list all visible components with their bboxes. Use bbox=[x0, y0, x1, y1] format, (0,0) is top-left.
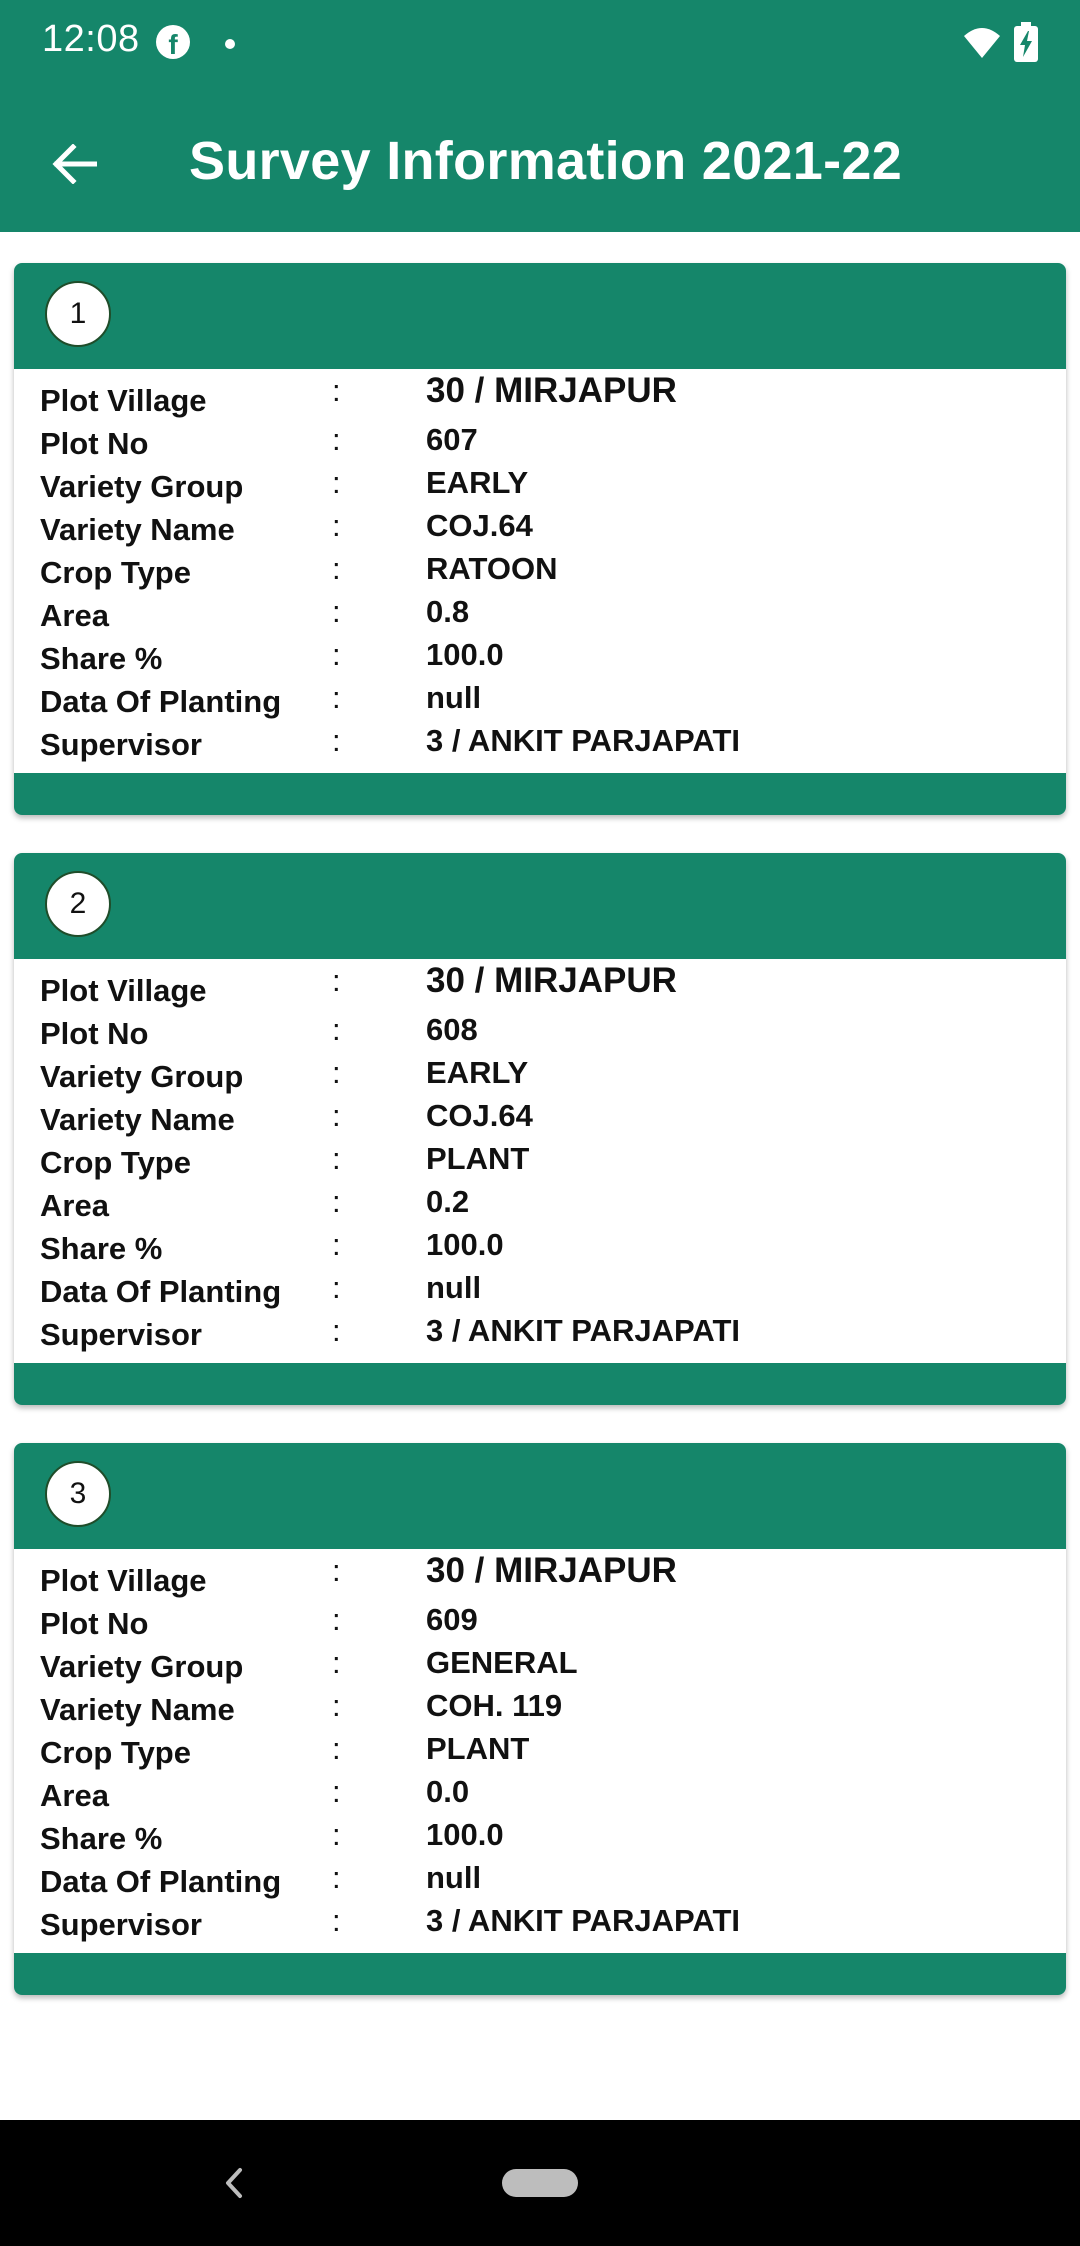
back-button[interactable] bbox=[34, 124, 114, 204]
crop-type-label: Crop Type bbox=[40, 1145, 191, 1180]
variety-group-label: Variety Group bbox=[40, 1649, 244, 1684]
wifi-icon bbox=[962, 24, 1002, 60]
date-of-planting-value: null bbox=[426, 680, 482, 715]
share-value: 100.0 bbox=[426, 1227, 504, 1262]
row-variety-name bbox=[40, 1688, 1040, 1731]
row-variety-name bbox=[40, 1098, 1040, 1141]
row-variety-name bbox=[40, 508, 1040, 551]
separator: : bbox=[332, 1270, 341, 1305]
row-supervisor bbox=[40, 1313, 1040, 1356]
card-footer bbox=[14, 773, 1066, 815]
share-value: 100.0 bbox=[426, 1817, 504, 1852]
plot-no-label: Plot No bbox=[40, 1016, 149, 1051]
plot-village-value: 30 / MIRJAPUR bbox=[426, 961, 677, 1000]
separator: : bbox=[332, 1141, 341, 1176]
plot-village-label: Plot Village bbox=[40, 1563, 207, 1598]
row-date-of-planting bbox=[40, 1270, 1040, 1313]
nav-back-icon[interactable] bbox=[212, 2158, 256, 2208]
separator: : bbox=[332, 963, 341, 998]
row-area bbox=[40, 594, 1040, 637]
row-date-of-planting bbox=[40, 680, 1040, 723]
separator: : bbox=[332, 637, 341, 672]
card-body bbox=[14, 959, 1066, 1363]
variety-name-value: COJ.64 bbox=[426, 1098, 533, 1133]
supervisor-label: Supervisor bbox=[40, 1907, 202, 1942]
row-share bbox=[40, 1227, 1040, 1270]
card-index-badge: 2 bbox=[45, 871, 111, 937]
supervisor-value: 3 / ANKIT PARJAPATI bbox=[426, 1903, 741, 1938]
crop-type-value: PLANT bbox=[426, 1731, 530, 1766]
page-title: Survey Information 2021-22 bbox=[189, 131, 903, 191]
card-index-badge: 1 bbox=[45, 281, 111, 347]
separator: : bbox=[332, 1860, 341, 1895]
variety-group-value: GENERAL bbox=[426, 1645, 578, 1680]
separator: : bbox=[332, 1227, 341, 1262]
separator: : bbox=[332, 1012, 341, 1047]
separator: : bbox=[332, 373, 341, 408]
plot-no-value: 609 bbox=[426, 1602, 478, 1637]
separator: : bbox=[332, 1055, 341, 1090]
card-footer bbox=[14, 1953, 1066, 1995]
row-plot-village bbox=[40, 1551, 1040, 1602]
card-body bbox=[14, 1549, 1066, 1953]
arrow-left-icon bbox=[51, 144, 97, 184]
row-plot-village bbox=[40, 961, 1040, 1012]
share-value: 100.0 bbox=[426, 637, 504, 672]
area-label: Area bbox=[40, 1778, 109, 1813]
row-supervisor bbox=[40, 723, 1040, 766]
nav-home-pill[interactable] bbox=[502, 2169, 578, 2197]
separator: : bbox=[332, 1774, 341, 1809]
area-value: 0.2 bbox=[426, 1184, 470, 1219]
row-plot-no bbox=[40, 1602, 1040, 1645]
supervisor-label: Supervisor bbox=[40, 727, 202, 762]
plot-no-label: Plot No bbox=[40, 1606, 149, 1641]
crop-type-label: Crop Type bbox=[40, 1735, 191, 1770]
notification-dot-icon bbox=[225, 39, 235, 49]
supervisor-value: 3 / ANKIT PARJAPATI bbox=[426, 1313, 741, 1348]
survey-list[interactable] bbox=[14, 263, 1066, 2033]
variety-group-label: Variety Group bbox=[40, 1059, 244, 1094]
row-plot-no bbox=[40, 422, 1040, 465]
row-variety-group bbox=[40, 1645, 1040, 1688]
app-bar bbox=[0, 84, 1080, 232]
survey-card bbox=[14, 263, 1066, 815]
row-variety-group bbox=[40, 465, 1040, 508]
survey-card bbox=[14, 1443, 1066, 1995]
separator: : bbox=[332, 680, 341, 715]
plot-village-label: Plot Village bbox=[40, 973, 207, 1008]
plot-village-label: Plot Village bbox=[40, 383, 207, 418]
variety-name-value: COH. 119 bbox=[426, 1688, 563, 1723]
share-label: Share % bbox=[40, 1231, 163, 1266]
separator: : bbox=[332, 1645, 341, 1680]
system-nav-bar bbox=[0, 2120, 1080, 2246]
crop-type-value: RATOON bbox=[426, 551, 558, 586]
date-of-planting-value: null bbox=[426, 1270, 482, 1305]
date-of-planting-label: Data Of Planting bbox=[40, 1864, 282, 1899]
variety-name-label: Variety Name bbox=[40, 1692, 235, 1727]
share-label: Share % bbox=[40, 641, 163, 676]
crop-type-label: Crop Type bbox=[40, 555, 191, 590]
card-header bbox=[14, 263, 1066, 369]
separator: : bbox=[332, 465, 341, 500]
row-variety-group bbox=[40, 1055, 1040, 1098]
card-index-badge: 3 bbox=[45, 1461, 111, 1527]
crop-type-value: PLANT bbox=[426, 1141, 530, 1176]
separator: : bbox=[332, 1903, 341, 1938]
variety-group-value: EARLY bbox=[426, 465, 529, 500]
variety-name-value: COJ.64 bbox=[426, 508, 533, 543]
area-label: Area bbox=[40, 598, 109, 633]
row-crop-type bbox=[40, 551, 1040, 594]
separator: : bbox=[332, 1313, 341, 1348]
separator: : bbox=[332, 1688, 341, 1723]
separator: : bbox=[332, 1731, 341, 1766]
status-time: 12:08 bbox=[42, 18, 140, 60]
status-bar bbox=[0, 0, 1080, 84]
battery-charging-icon bbox=[1012, 22, 1040, 62]
row-share bbox=[40, 637, 1040, 680]
separator: : bbox=[332, 551, 341, 586]
row-share bbox=[40, 1817, 1040, 1860]
plot-village-value: 30 / MIRJAPUR bbox=[426, 371, 677, 410]
area-label: Area bbox=[40, 1188, 109, 1223]
variety-group-label: Variety Group bbox=[40, 469, 244, 504]
date-of-planting-label: Data Of Planting bbox=[40, 1274, 282, 1309]
separator: : bbox=[332, 422, 341, 457]
row-crop-type bbox=[40, 1731, 1040, 1774]
row-area bbox=[40, 1774, 1040, 1817]
area-value: 0.8 bbox=[426, 594, 470, 629]
separator: : bbox=[332, 1184, 341, 1219]
separator: : bbox=[332, 1098, 341, 1133]
supervisor-label: Supervisor bbox=[40, 1317, 202, 1352]
card-body bbox=[14, 369, 1066, 773]
plot-village-value: 30 / MIRJAPUR bbox=[426, 1551, 677, 1590]
facebook-notification-icon: f bbox=[156, 25, 190, 59]
share-label: Share % bbox=[40, 1821, 163, 1856]
separator: : bbox=[332, 723, 341, 758]
row-date-of-planting bbox=[40, 1860, 1040, 1903]
row-plot-no bbox=[40, 1012, 1040, 1055]
row-plot-village bbox=[40, 371, 1040, 422]
separator: : bbox=[332, 1817, 341, 1852]
card-footer bbox=[14, 1363, 1066, 1405]
plot-no-value: 608 bbox=[426, 1012, 478, 1047]
separator: : bbox=[332, 1553, 341, 1588]
date-of-planting-value: null bbox=[426, 1860, 482, 1895]
row-crop-type bbox=[40, 1141, 1040, 1184]
supervisor-value: 3 / ANKIT PARJAPATI bbox=[426, 723, 741, 758]
variety-name-label: Variety Name bbox=[40, 512, 235, 547]
separator: : bbox=[332, 508, 341, 543]
card-header bbox=[14, 1443, 1066, 1549]
separator: : bbox=[332, 594, 341, 629]
area-value: 0.0 bbox=[426, 1774, 470, 1809]
variety-name-label: Variety Name bbox=[40, 1102, 235, 1137]
row-supervisor bbox=[40, 1903, 1040, 1946]
card-header bbox=[14, 853, 1066, 959]
separator: : bbox=[332, 1602, 341, 1637]
row-area bbox=[40, 1184, 1040, 1227]
date-of-planting-label: Data Of Planting bbox=[40, 684, 282, 719]
plot-no-value: 607 bbox=[426, 422, 478, 457]
plot-no-label: Plot No bbox=[40, 426, 149, 461]
app-header bbox=[0, 0, 1080, 232]
variety-group-value: EARLY bbox=[426, 1055, 529, 1090]
survey-card bbox=[14, 853, 1066, 1405]
